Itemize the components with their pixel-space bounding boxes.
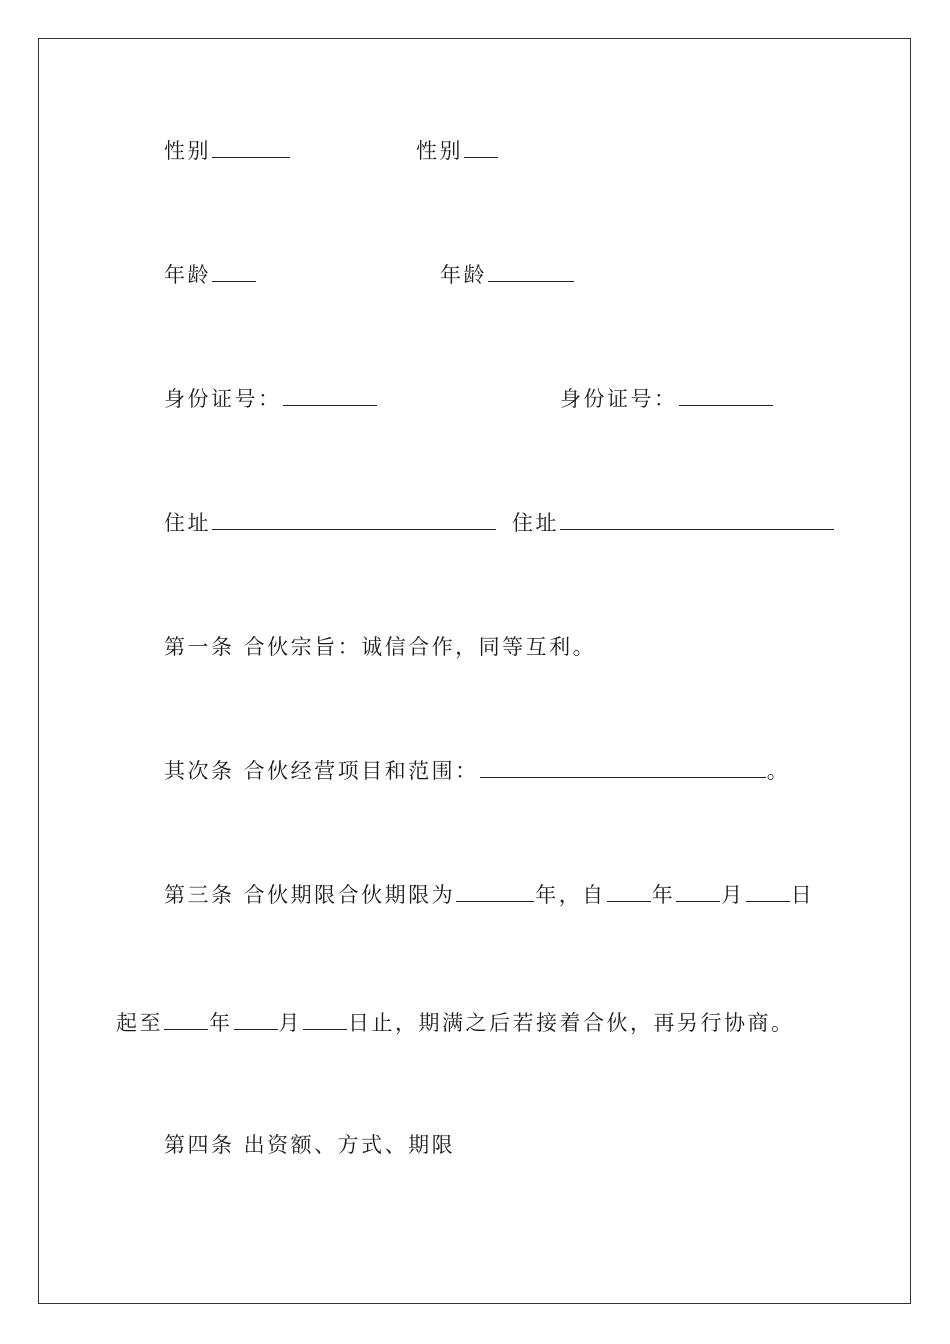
end-month-blank[interactable] xyxy=(234,1009,278,1030)
age-field-right xyxy=(440,261,575,289)
article-1 xyxy=(164,633,596,661)
age-blank-right[interactable] xyxy=(488,261,574,282)
age-field-left xyxy=(164,261,257,289)
address-label-right: 住址 xyxy=(512,511,559,535)
article-2 xyxy=(164,757,790,785)
end-text: 日止，期满之后若接着合伙，再另行协商。 xyxy=(348,1011,795,1035)
business-scope-blank[interactable] xyxy=(480,757,766,778)
id-label-right: 身份证号： xyxy=(560,387,678,411)
gender-label-right: 性别 xyxy=(416,139,463,163)
article-4 xyxy=(164,1131,455,1159)
article-3-line-1 xyxy=(164,881,814,909)
address-field-right xyxy=(512,509,835,537)
year-label-3: 年 xyxy=(209,1011,233,1035)
term-years-blank[interactable] xyxy=(456,881,534,902)
article-3-prefix: 第三条 合伙期限合伙期限为 xyxy=(164,883,456,907)
month-label-2: 月 xyxy=(278,1011,302,1035)
gender-blank-right[interactable] xyxy=(464,137,498,158)
id-blank-right[interactable] xyxy=(679,385,773,406)
start-day-blank[interactable] xyxy=(746,881,790,902)
page-border xyxy=(38,38,911,1304)
article-4-text: 第四条 出资额、方式、期限 xyxy=(164,1133,456,1157)
gender-label-left: 性别 xyxy=(164,139,211,163)
article-1-text: 第一条 合伙宗旨：诚信合作，同等互利。 xyxy=(164,635,597,659)
year-label-1: 年 xyxy=(535,883,559,907)
month-label-1: 月 xyxy=(721,883,745,907)
age-label-right: 年龄 xyxy=(440,263,487,287)
article-3-line-2 xyxy=(116,1009,795,1037)
day-label-1: 日 xyxy=(790,883,815,907)
id-blank-left[interactable] xyxy=(283,385,377,406)
gender-field-right xyxy=(416,137,499,165)
address-field-left xyxy=(164,509,497,537)
end-day-blank[interactable] xyxy=(303,1009,347,1030)
address-blank-right[interactable] xyxy=(560,509,834,530)
age-label-left: 年龄 xyxy=(164,263,211,287)
end-year-blank[interactable] xyxy=(164,1009,208,1030)
address-label-left: 住址 xyxy=(164,511,211,535)
age-blank-left[interactable] xyxy=(212,261,256,282)
article-2-suffix: 。 xyxy=(766,759,791,783)
gender-blank-left[interactable] xyxy=(212,137,290,158)
year-label-2: 年 xyxy=(651,883,676,907)
start-year-blank[interactable] xyxy=(607,881,651,902)
from-label: ，自 xyxy=(558,883,606,907)
start-month-blank[interactable] xyxy=(676,881,720,902)
id-label-left: 身份证号： xyxy=(164,387,282,411)
start-label: 起至 xyxy=(116,1011,163,1035)
gender-field-left xyxy=(164,137,291,165)
address-blank-left[interactable] xyxy=(212,509,496,530)
id-field-left xyxy=(164,385,378,413)
article-2-prefix: 其次条 合伙经营项目和范围： xyxy=(164,759,479,783)
id-field-right xyxy=(560,385,774,413)
